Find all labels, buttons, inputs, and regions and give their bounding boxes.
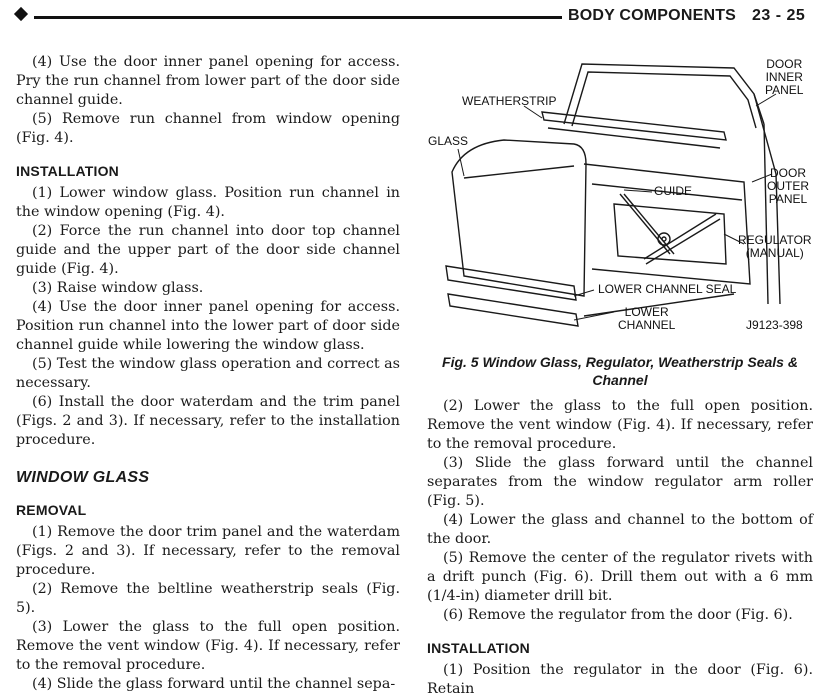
paragraph: (4) Use the door inner panel opening for access. Pry the run channel from lower part of the door side channel guide. — [16, 54, 400, 108]
label-lower-channel-seal: LOWER CHANNEL SEAL — [598, 282, 737, 296]
paragraph: (4) Lower the glass and channel to the bottom of the door. — [427, 512, 813, 547]
removal-heading: REMOVAL — [16, 502, 87, 518]
paragraph: (3) Lower the glass to the full open position. Remove the vent window (Fig. 4). If necessary, refer to the removal procedure. — [16, 619, 400, 673]
paragraph: (2) Remove the beltline weatherstrip seals (Fig. 5). — [16, 581, 400, 616]
paragraph: (4) Use the door inner panel opening for access. Position run channel into the lower part of door side channel guide while lowering the window glass. — [16, 299, 400, 353]
paragraph: (1) Remove the door trim panel and the waterdam (Figs. 2 and 3). If necessary, refer to the removal procedure. — [16, 524, 400, 578]
paragraph: (5) Test the window glass operation and correct as necessary. — [16, 356, 400, 391]
label-door-inner-panel: DOOR INNER PANEL — [765, 57, 804, 97]
label-weatherstrip: WEATHERSTRIP — [462, 94, 557, 108]
paragraph: (4) Slide the glass forward until the channel sepa- — [32, 676, 396, 692]
paragraph: (6) Remove the regulator from the door (Fig. 6). — [443, 607, 793, 623]
paragraph: (1) Position the regulator in the door (Fig. 6). Retain — [427, 662, 813, 697]
installation-heading: INSTALLATION — [427, 640, 530, 656]
label-guide: GUIDE — [654, 184, 693, 198]
page-number: 23 - 25 — [752, 7, 806, 24]
paragraph: (5) Remove the center of the regulator rivets with a drift punch (Fig. 6). Drill them out with a 6 mm (1/4-in) diameter drill bit. — [427, 550, 813, 604]
label-door-outer-panel: DOOR OUTER PANEL — [767, 166, 809, 206]
paragraph: (2) Force the run channel into door top channel guide and the upper part of the door side channel guide (Fig. 4). — [16, 223, 400, 277]
figure-window-glass-regulator — [424, 54, 816, 346]
paragraph: (3) Slide the glass forward until the channel separates from the window regulator arm roller (Fig. 5). — [427, 455, 813, 509]
section-title: BODY COMPONENTS — [568, 7, 737, 24]
figure-caption: Fig. 5 Window Glass, Regulator, Weatherstrip Seals & Channel — [442, 354, 798, 388]
installation-heading: INSTALLATION — [16, 163, 119, 179]
right-column — [427, 397, 813, 699]
left-column — [16, 53, 400, 694]
label-regulator: REGULATOR (MANUAL) — [738, 233, 812, 260]
diamond-bullet-icon — [14, 7, 28, 21]
window-glass-heading: WINDOW GLASS — [16, 469, 150, 486]
header-rule — [34, 16, 562, 19]
paragraph: (2) Lower the glass to the full open position. Remove the vent window (Fig. 4). If necessary, refer to the removal procedure. — [427, 398, 813, 452]
paragraph: (5) Remove run channel from window opening (Fig. 4). — [16, 111, 400, 146]
paragraph: (6) Install the door waterdam and the trim panel (Figs. 2 and 3). If necessary, refer to the installation procedure. — [16, 394, 400, 448]
page-header — [0, 0, 828, 34]
label-lower-channel: LOWER CHANNEL — [618, 305, 676, 332]
figure-code: J9123-398 — [746, 318, 803, 332]
paragraph: (3) Raise window glass. — [32, 280, 204, 296]
label-glass: GLASS — [428, 134, 469, 148]
paragraph: (1) Lower window glass. Position run channel in the window opening (Fig. 4). — [16, 185, 400, 220]
